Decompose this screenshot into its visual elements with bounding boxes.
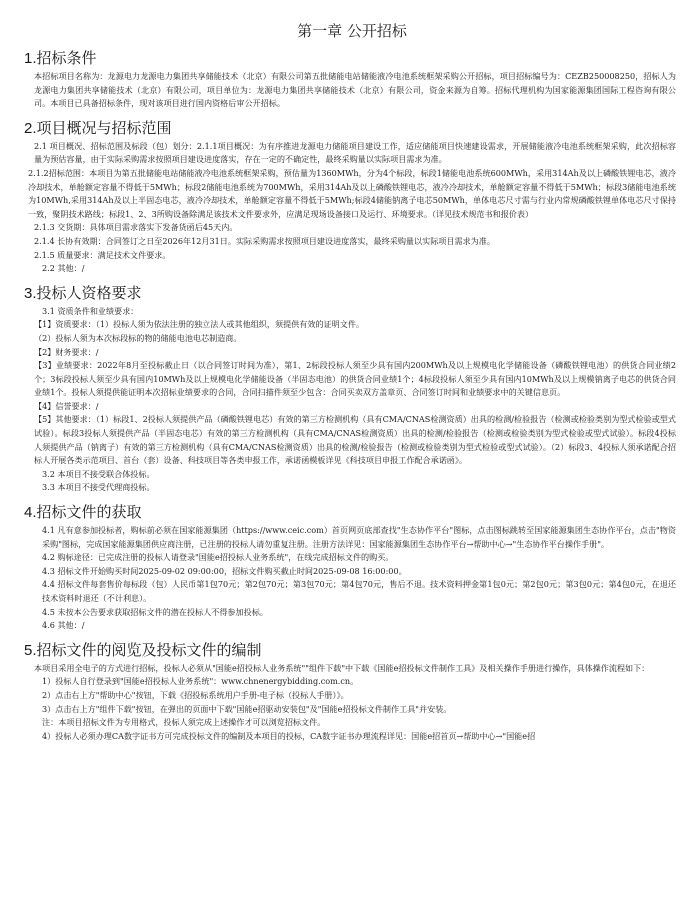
section-heading: 1.招标条件 bbox=[24, 50, 97, 67]
paragraph: 4.4 招标文件每套售价每标段（包）人民币第1包70元；第2包70元；第3包70元；第4包70元，售后不退。技术资料押金第1包0元；第2包0元；第3包0元；第4包0元，在退还技术资料时退还（不计利息）。 bbox=[42, 579, 676, 603]
paragraph: 2.2 其他：/ bbox=[42, 263, 85, 274]
paragraph: 注：本项目招标文件为专用格式，投标人须完成上述操作才可以浏览招标文件。 bbox=[42, 717, 326, 728]
section-heading: 3.投标人资格要求 bbox=[24, 284, 142, 302]
paragraph: 2.1.2招标范围：本项目为第五批储能电站储能液冷电池系统框架采购，预估量为1360MWh，分为4个标段，标段1储能电池系统600MWh，采用314Ah及以上磷酸铁锂电芯，液冷冷却技术，单舱额定容量不得低于5MWh；标段2储能电池系统为700MWh，采用314Ah及以上磷酸铁锂电芯，液冷冷却技术，单舱额定容量不得低于5MWh；标段3储能电池系统为10MWh,采用314Ah及以上半固态电芯，液冷冷却技术，单舱额定容量不得低于5MWh;标段4储能钠离子电芯50MWh，单体电芯尺寸需与行业内常规磷酸铁锂单体电芯尺寸保持一致，聚阴技术路线；标段1、2、3所购设备除满足该技术文件要求外，应满足现场设备接口及运行、环境要求。（详见技术规范书和报价表） bbox=[28, 167, 676, 219]
section bbox=[24, 117, 676, 276]
chapter-title: 第一章 公开招标 bbox=[297, 22, 407, 40]
paragraph: 3.2 本项目不接受联合体投标。 bbox=[42, 468, 155, 479]
paragraph: 4.1 凡有意参加投标者，购标前必须在国家能源集团（https://www.ceic.com）首页网页底部查找"生态协作平台"图标，点击图标跳转至国家能源集团生态协作平台，点击"物资采购"图标，完成国家能源集团供应商注册，已注册的投标人请勿重复注册。注册方法详见：国家能源集团生态协作平台→帮助中心→"生态协作平台操作手册"。 bbox=[42, 525, 676, 549]
section-heading: 2.项目概况与招标范围 bbox=[24, 119, 172, 137]
paragraph: 2）点击右上方"帮助中心"按钮，下载《招投标系统用户手册-电子标（投标人手册）》。 bbox=[42, 689, 349, 700]
document-page bbox=[24, 20, 676, 743]
paragraph: 3）点击右上方"组件下载"按钮，在弹出的页面中下载"国能e招驱动安装包"及"国能e招投标文件制作工具"并安装。 bbox=[42, 703, 452, 714]
paragraph: 4）投标人必须办理CA数字证书方可完成投标文件的编制及本项目的投标，CA数字证书办理流程详见：国能e招首页→帮助中心→"国能e招 bbox=[42, 730, 536, 741]
paragraph: 2.1.3 交货期：具体项目需求落实下发备货函后45天内。 bbox=[34, 222, 238, 233]
paragraph: 1）投标人自行登录到"国能e招投标人业务系统"：www.chnenergybidding.com.cn。 bbox=[42, 676, 359, 687]
paragraph: 3.3 本项目不接受代理商投标。 bbox=[42, 482, 155, 493]
paragraph: 2.1.5 质量要求：满足技术文件要求。 bbox=[34, 249, 171, 260]
paragraph: 本招标项目名称为：龙源电力龙源电力集团共享储能技术（北京）有限公司第五批储能电站储能液冷电池系统框架采购公开招标，项目招标编号为：CEZB250008250，招标人为龙源电力集团共享储能技术（北京）有限公司，项目单位为：龙源电力集团共享储能技术（北京）有限公司，资金来源为自筹。招标代理机构为国家能源集团国际工程咨询有限公司。本项目已具备招标条件，现对该项目进行国内资格后审公开招标。 bbox=[34, 71, 676, 109]
paragraph: 4.3 招标文件开始购买时间2025-09-02 09:00:00，招标文件购买截止时间2025-09-08 16:00:00。 bbox=[42, 565, 407, 576]
section bbox=[24, 47, 676, 111]
paragraph: 2.1 项目概况、招标范围及标段（包）划分：2.1.1项目概况：为有序推进龙源电力储能项目建设工作，适应储能项目快速建设需求，开展储能液冷电池系统框架采购，此次招标容量为预估容量，由于实际采购需求按照项目建设进度落实，存在一定的不确定性，最终采购量以实际项目需求为准。 bbox=[34, 140, 676, 165]
paragraph: 4.6 其他：/ bbox=[42, 620, 85, 631]
paragraph: 2.1.4 长协有效期：合同签订之日至2026年12月31日。实际采购需求按照项目建设进度落实，最终采购量以实际项目需求为准。 bbox=[34, 235, 495, 246]
paragraph: 4.5 未按本公告要求获取招标文件的潜在投标人不得参加投标。 bbox=[42, 606, 268, 617]
paragraph: 4.2 购标途径：已完成注册的投标人请登录"国能e招投标人业务系统"，在线完成招标文件的购买。 bbox=[42, 552, 394, 563]
section-heading: 4.招标文件的获取 bbox=[24, 504, 142, 522]
paragraph: 【5】其他要求：（1）标段1、2投标人须提供产品（磷酸铁锂电芯）有效的第三方检测机构（具有CMA/CNAS检测资质）出具的检测/检验报告（检测或检验类别为型式检验或型式试验）。标段3投标人须提供产品（半固态电芯）有效的第三方检测机构（具有CMA/CNAS检测资质）出具的检测/检验报告（检测或检验类别为型式检验或型式试验）。标段4投标人须提供产品（钠离子）有效的第三方检测机构（具有CMA/CNAS检测资质）出具的检测/检验报告（检测或检验类别为型式检验或型式试验）。（2）标段3、4投标人须承诺配合招标人开展各类示范项目、首台（套）设备、科技项目等各类申报工作，承诺函模板详见《科技项目申报工作配合承诺函》。 bbox=[34, 414, 676, 466]
paragraph: 3.1 资质条件和业绩要求： bbox=[42, 305, 139, 316]
section bbox=[24, 639, 676, 744]
section bbox=[24, 282, 676, 495]
sections-container bbox=[24, 47, 676, 743]
paragraph: （2）投标人须为本次标段标的物的储能电池电芯制造商。 bbox=[34, 332, 242, 343]
paragraph: 【3】业绩要求：2022年8月至投标截止日（以合同签订时间为准），第1、2标段投标人须至少具有国内200MWh及以上规模电化学储能设备（磷酸铁锂电池）的供货合同业绩2个；3标段投标人须至少具有国内10MWh及以上规模电化学储能设备（半固态电池）的供货合同业绩1个；4标段投标人须至少具有国内10MWh及以上规模钠离子电芯的供货合同业绩1个。投标人须提供能证明本次招标业绩要求的合同，合同扫描件须至少包含：合同买卖双方盖章页、合同签订时间和业绩要求中的关键信息页。 bbox=[34, 360, 676, 398]
paragraph: 【4】信誉要求：/ bbox=[34, 400, 99, 411]
section-heading: 5.招标文件的阅览及投标文件的编制 bbox=[24, 641, 262, 659]
section bbox=[24, 501, 676, 633]
paragraph: 【1】资质要求：（1）投标人须为依法注册的独立法人或其他组织，须提供有效的证明文件。 bbox=[34, 319, 365, 330]
paragraph: 本项目采用全电子的方式进行招标，投标人必须从"国能e招投标人业务系统""组件下载"中下载《国能e招投标文件制作工具》及相关操作手册进行操作，具体操作流程如下： bbox=[34, 662, 650, 673]
paragraph: 【2】财务要求：/ bbox=[34, 346, 99, 357]
